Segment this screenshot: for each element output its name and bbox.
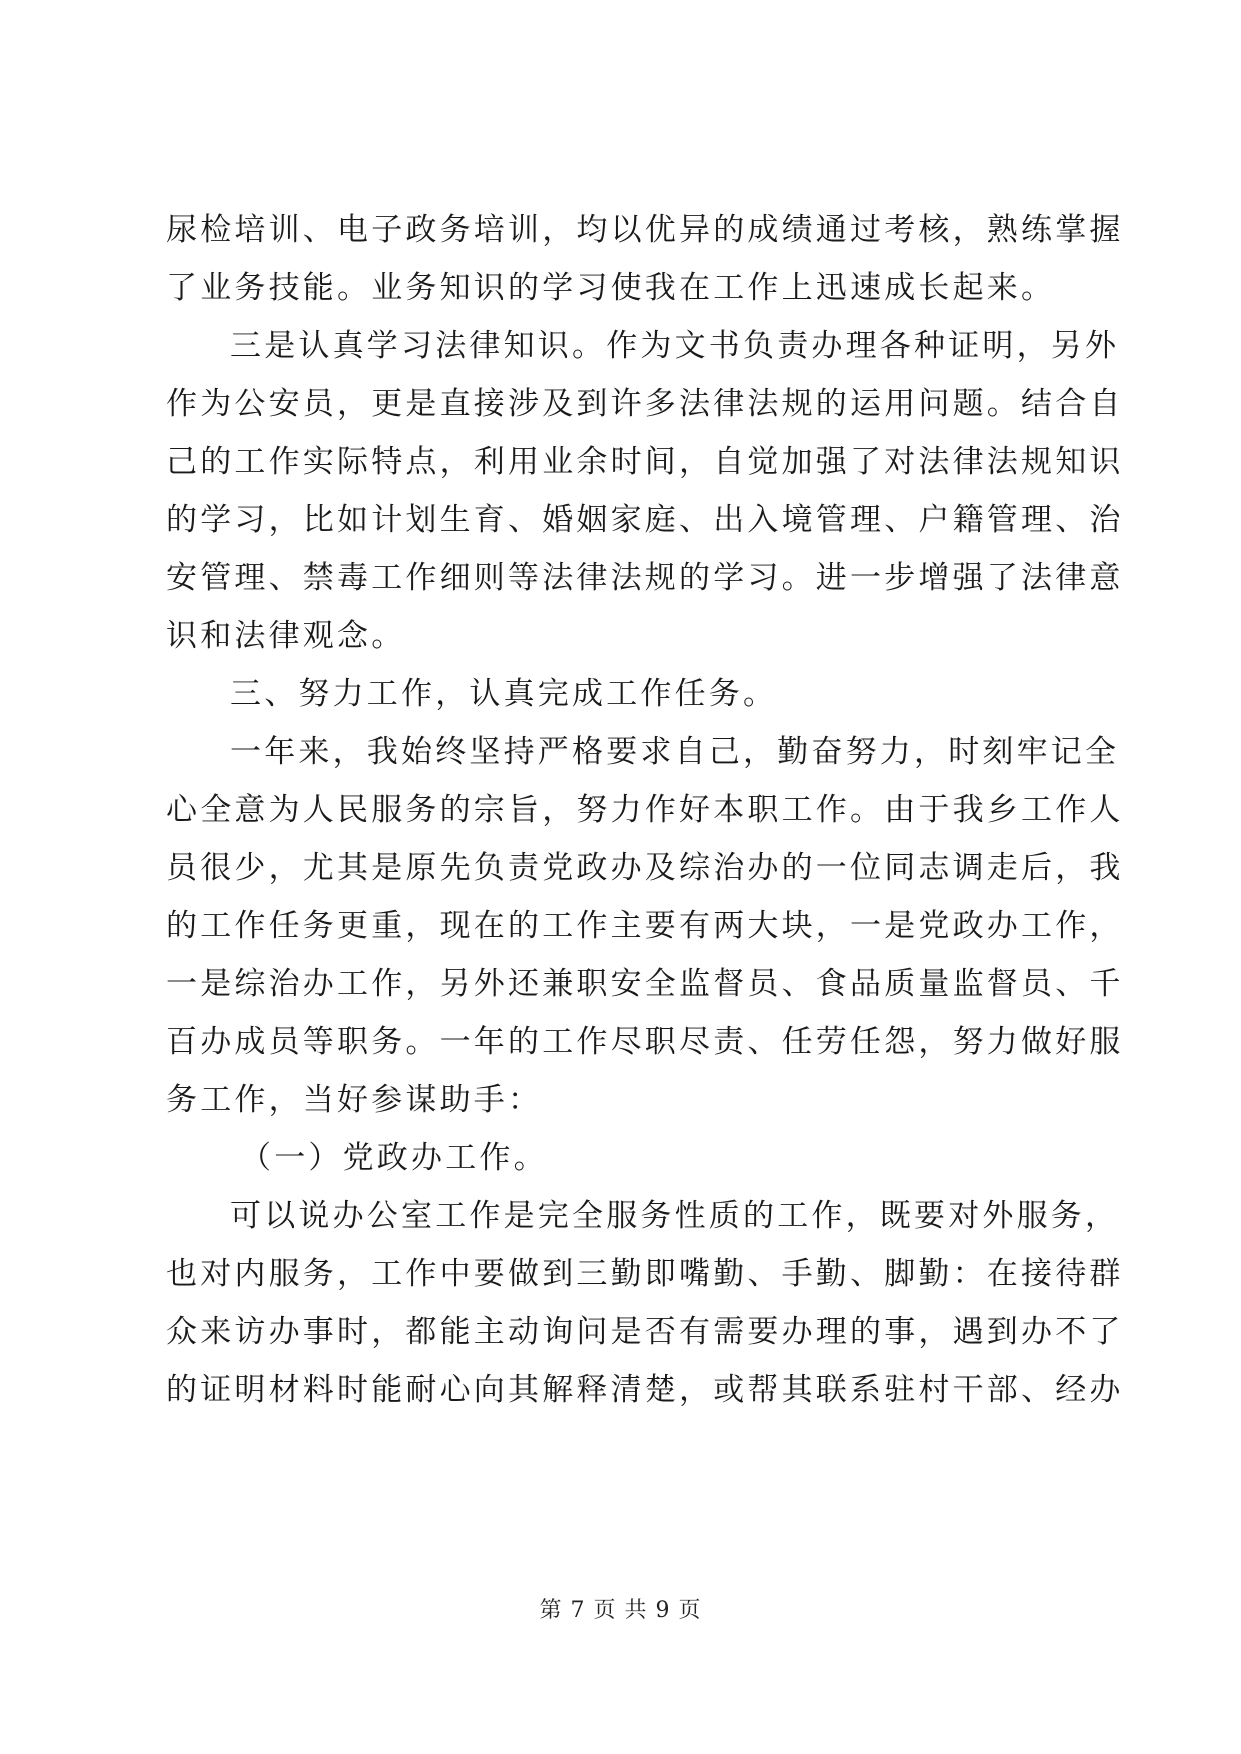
text-line: 务工作，当好参谋助手：: [166, 1082, 543, 1118]
page-number-footer: 第 7 页 共 9 页: [539, 1598, 702, 1623]
text-line: 的证明材料时能耐心向其解释清楚，或帮其联系驻村干部、经办: [166, 1372, 1124, 1408]
text-line: 作为公安员，更是直接涉及到许多法律法规的运用问题。结合自: [166, 386, 1124, 422]
text-line: 安管理、禁毒工作细则等法律法规的学习。进一步增强了法律意: [166, 560, 1124, 596]
text-line: 尿检培训、电子政务培训，均以优异的成绩通过考核，熟练掌握: [166, 212, 1124, 248]
text-line: 一年来，我始终坚持严格要求自己，勤奋努力，时刻牢记全: [230, 734, 1120, 770]
text-line: 的工作任务更重，现在的工作主要有两大块，一是党政办工作，: [166, 908, 1124, 944]
text-line: 百办成员等职务。一年的工作尽职尽责、任劳任怨，努力做好服: [166, 1024, 1124, 1060]
text-line: 也对内服务，工作中要做到三勤即嘴勤、手勤、脚勤：在接待群: [166, 1256, 1124, 1292]
subsection-heading: （一）党政办工作。: [240, 1140, 548, 1176]
text-line: 员很少，尤其是原先负责党政办及综治办的一位同志调走后，我: [166, 850, 1124, 886]
text-line: 心全意为人民服务的宗旨，努力作好本职工作。由于我乡工作人: [166, 792, 1124, 828]
text-line: 众来访办事时，都能主动询问是否有需要办理的事，遇到办不了: [166, 1314, 1124, 1350]
text-line: 的学习，比如计划生育、婚姻家庭、出入境管理、户籍管理、治: [166, 502, 1124, 538]
text-line: 识和法律观念。: [166, 618, 406, 654]
text-line: 可以说办公室工作是完全服务性质的工作，既要对外服务，: [230, 1198, 1120, 1234]
text-line: 了业务技能。业务知识的学习使我在工作上迅速成长起来。: [166, 270, 1056, 306]
section-heading: 三、努力工作，认真完成工作任务。: [230, 676, 778, 712]
text-line: 己的工作实际特点，利用业余时间，自觉加强了对法律法规知识: [166, 444, 1124, 480]
text-line: 三是认真学习法律知识。作为文书负责办理各种证明，另外: [230, 328, 1120, 364]
text-line: 一是综治办工作，另外还兼职安全监督员、食品质量监督员、千: [166, 966, 1124, 1002]
